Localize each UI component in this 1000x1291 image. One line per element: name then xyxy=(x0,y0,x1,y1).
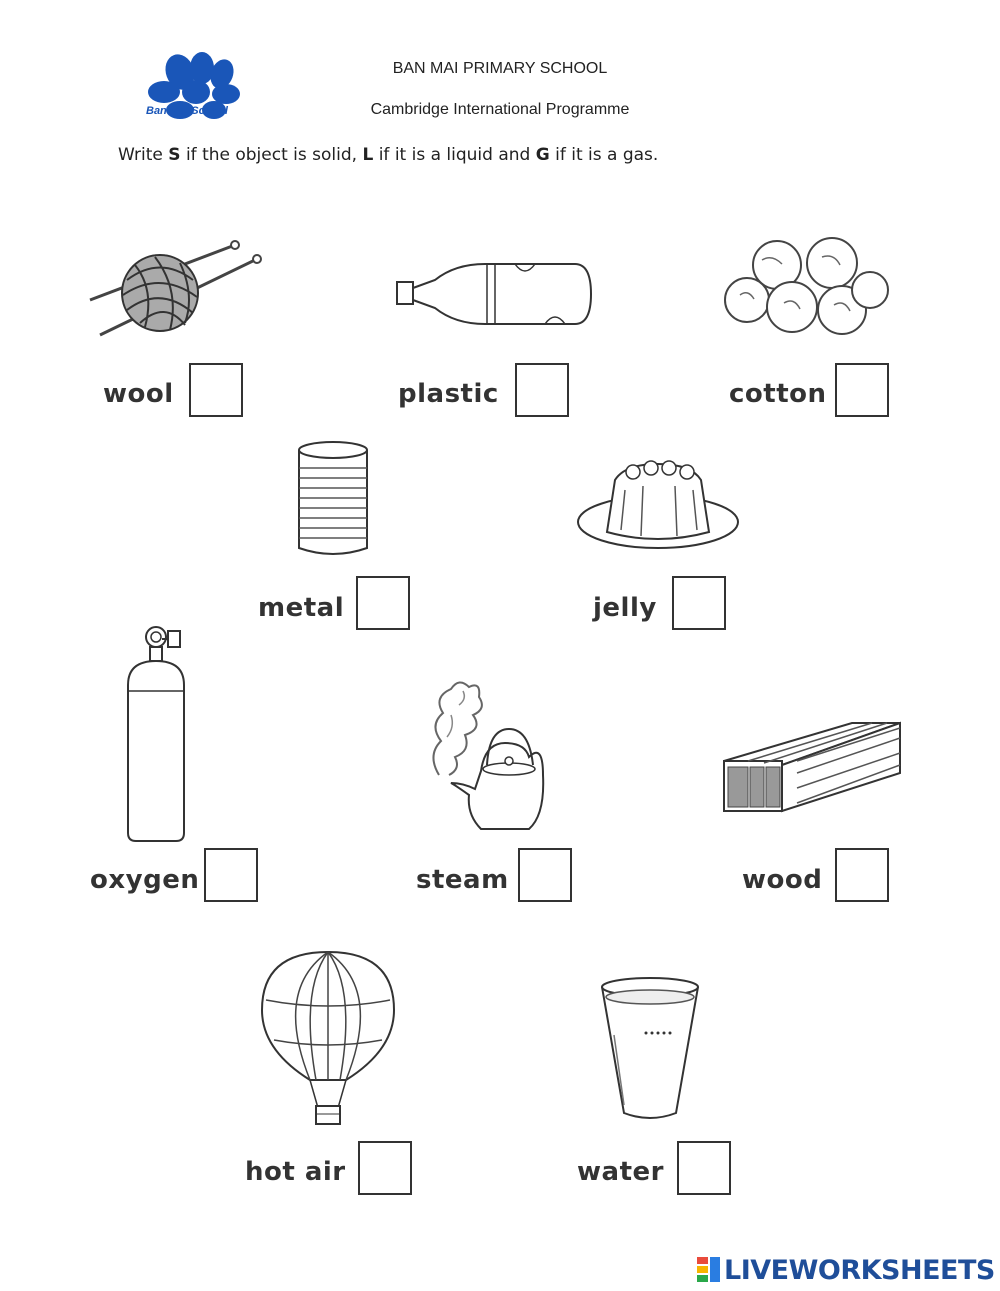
plastic-bottle-icon xyxy=(395,258,595,330)
item-label-cotton: cotton xyxy=(729,379,827,409)
liquid-letter: L xyxy=(362,145,374,165)
hot-air-balloon-icon xyxy=(260,950,396,1128)
wool-ball-icon xyxy=(85,235,265,345)
item-label-plastic: plastic xyxy=(398,379,499,409)
oxygen-tank-icon xyxy=(120,623,200,845)
answer-box-metal[interactable] xyxy=(356,576,410,630)
tin-can-icon xyxy=(296,440,370,558)
item-label-steam: steam xyxy=(416,865,509,895)
answer-box-wood[interactable] xyxy=(835,848,889,902)
answer-box-jelly[interactable] xyxy=(672,576,726,630)
logo-text: Ban Mai School xyxy=(146,105,228,117)
item-label-water: water xyxy=(577,1157,664,1187)
item-label-oxygen: oxygen xyxy=(90,865,200,895)
answer-box-wool[interactable] xyxy=(189,363,243,417)
item-label-jelly: jelly xyxy=(593,593,657,623)
answer-box-water[interactable] xyxy=(677,1141,731,1195)
kettle-icon xyxy=(425,675,555,837)
liveworksheets-brand[interactable]: LIVEWORKSHEETS xyxy=(724,1255,995,1286)
wood-planks-icon xyxy=(722,713,904,817)
programme-name: Cambridge International Programme xyxy=(370,101,630,118)
answer-box-plastic[interactable] xyxy=(515,363,569,417)
jelly-icon xyxy=(575,460,741,555)
item-label-metal: metal xyxy=(258,593,345,623)
glass-of-water-icon xyxy=(598,975,702,1123)
item-label-wool: wool xyxy=(103,379,174,409)
answer-box-hot-air[interactable] xyxy=(358,1141,412,1195)
answer-box-cotton[interactable] xyxy=(835,363,889,417)
gas-letter: G xyxy=(535,145,550,165)
answer-box-oxygen[interactable] xyxy=(204,848,258,902)
liveworksheets-logo-icon xyxy=(697,1257,721,1283)
answer-box-steam[interactable] xyxy=(518,848,572,902)
cotton-balls-icon xyxy=(722,235,892,340)
item-label-wood: wood xyxy=(742,865,823,895)
instruction-text: Write S if the object is solid, L if it is a liquid and G if it is a gas. xyxy=(118,145,659,165)
school-name: BAN MAI PRIMARY SCHOOL xyxy=(392,60,608,77)
item-label-hot-air: hot air xyxy=(245,1157,346,1187)
solid-letter: S xyxy=(168,145,181,165)
